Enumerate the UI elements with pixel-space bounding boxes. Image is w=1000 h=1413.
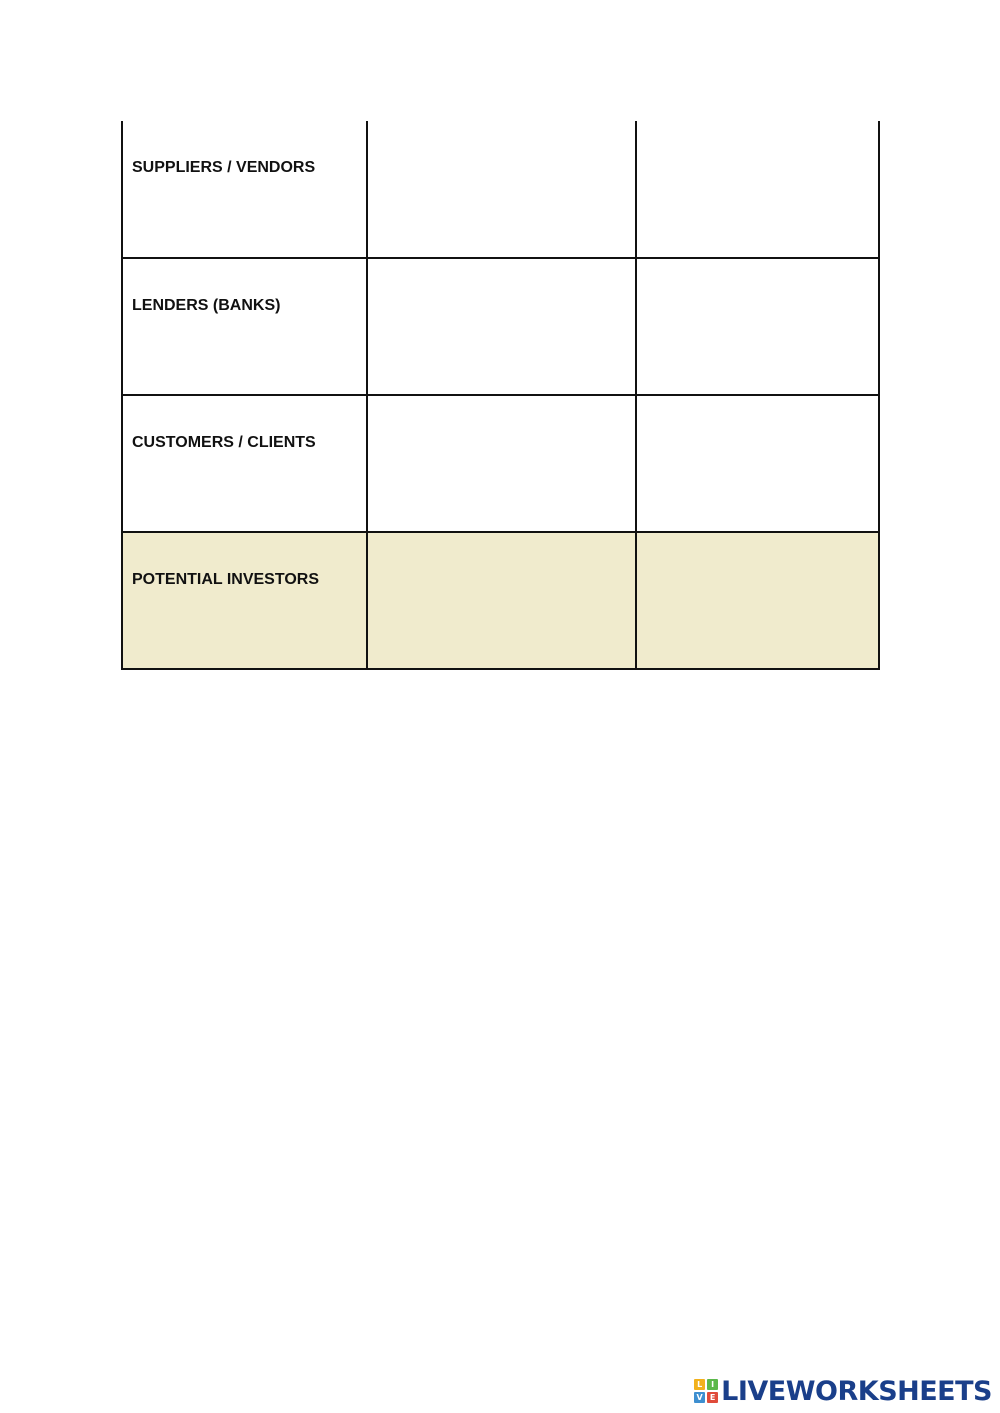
row-label-suppliers: SUPPLIERS / VENDORS [122,121,367,258]
answer-cell[interactable] [636,121,879,258]
row-label-customers: CUSTOMERS / CLIENTS [122,395,367,532]
stakeholder-table [121,121,880,670]
logo-mark-letter: I [707,1379,718,1390]
table-row-highlighted [122,532,879,669]
answer-cell[interactable] [367,532,636,669]
row-label-lenders: LENDERS (BANKS) [122,258,367,395]
answer-cell[interactable] [636,532,879,669]
answer-cell[interactable] [367,121,636,258]
logo-mark-letter: V [694,1392,705,1403]
table-row [122,395,879,532]
logo-text: LIVEWORKSHEETS [721,1375,992,1407]
table-row [122,121,879,258]
answer-cell[interactable] [636,395,879,532]
answer-cell[interactable] [636,258,879,395]
answer-cell[interactable] [367,258,636,395]
row-label-investors: POTENTIAL INVESTORS [122,532,367,669]
logo-mark-letter: L [694,1379,705,1390]
answer-cell[interactable] [367,395,636,532]
logo-mark-letter: E [707,1392,718,1403]
table-row [122,258,879,395]
liveworksheets-logo [694,1375,992,1407]
logo-mark-icon [694,1379,718,1403]
